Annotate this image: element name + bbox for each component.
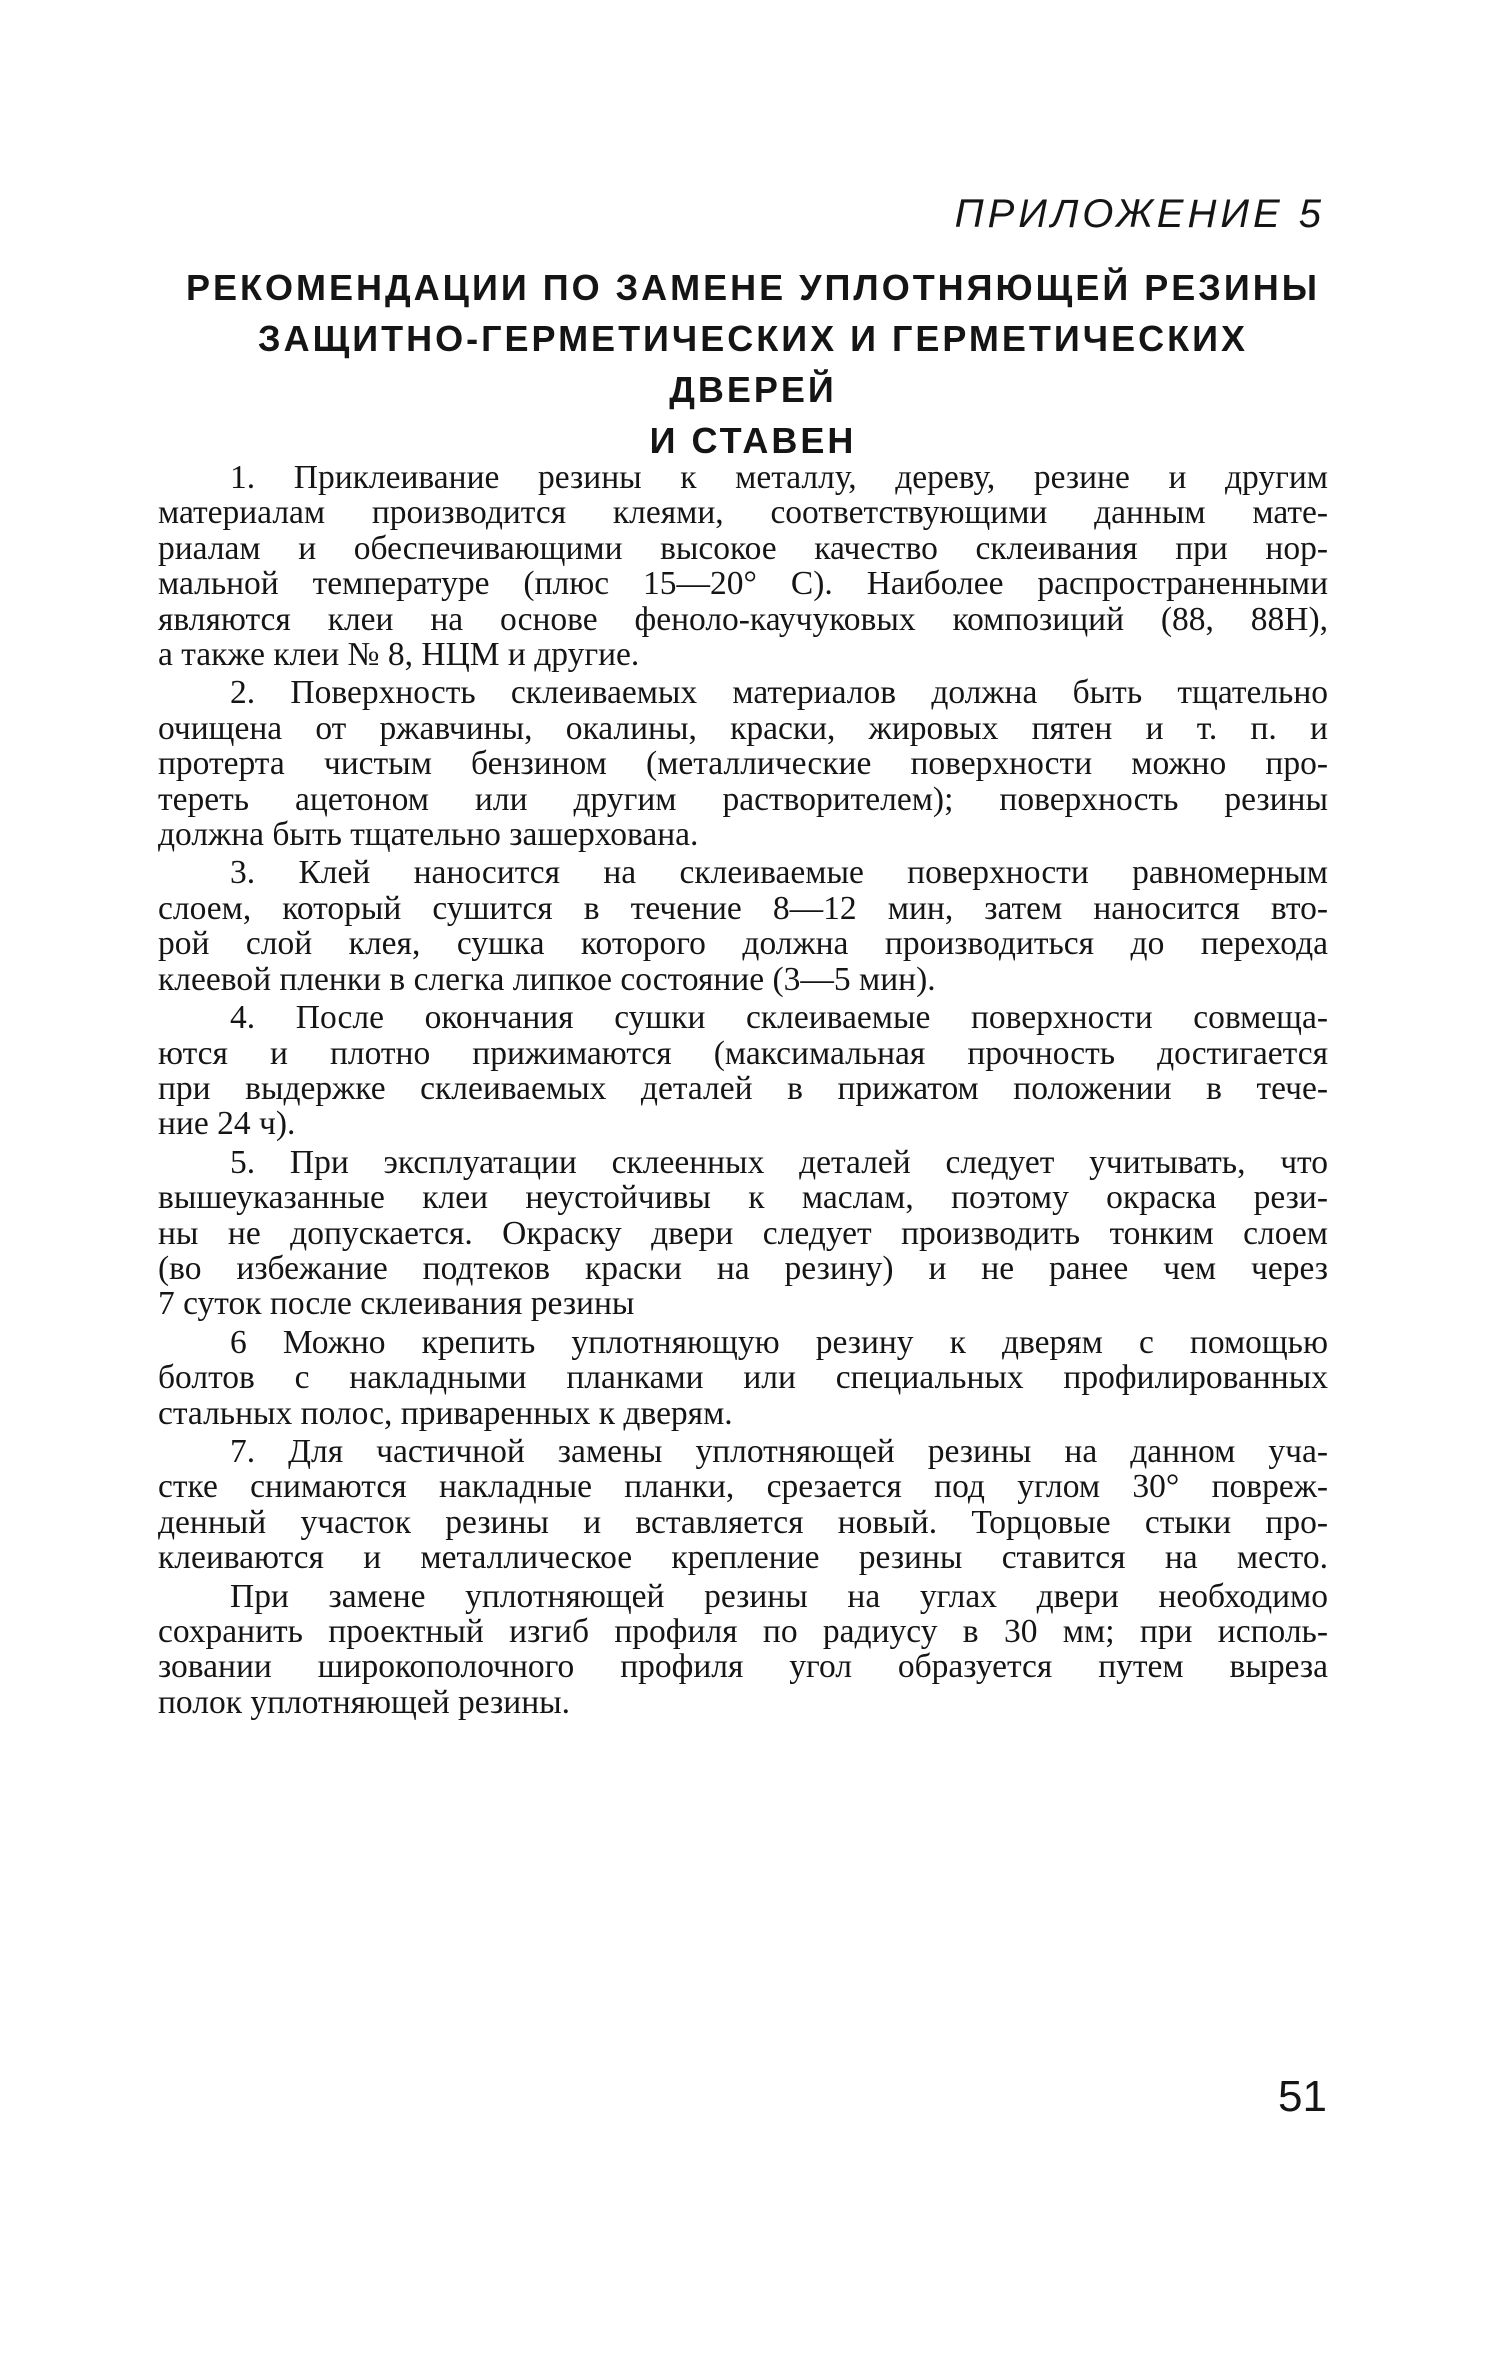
text-line: тереть ацетоном или другим растворителем); поверхность резины	[158, 780, 1328, 818]
text-line: материалам производится клеями, соответствующими данным мате-	[158, 494, 1328, 532]
text-line: 7. Для частичной замены уплотняющей резины на данном уча-	[230, 1432, 1328, 1470]
text-line: ние 24 ч).	[158, 1105, 296, 1143]
text-line: ются и плотно прижимаются (максимальная прочность достигается	[158, 1034, 1328, 1072]
text-line: 6 Можно крепить уплотняющую резину к дверям с помощью	[230, 1323, 1328, 1361]
text-line: 5. При эксплуатации склеенных деталей следует учитывать, что	[230, 1143, 1328, 1181]
text-line: 2. Поверхность склеиваемых материалов должна быть тщательно	[230, 674, 1328, 712]
text-line: болтов с накладными планками или специальных профилированных	[158, 1359, 1328, 1397]
text-line: риалам и обеспечивающими высокое качество склеивания при нор-	[158, 529, 1328, 567]
text-line: (во избежание подтеков краски на резину) и не ранее чем через	[158, 1249, 1328, 1287]
text-line: рой слой клея, сушка которого должна производиться до перехода	[158, 925, 1328, 963]
text-line: вышеуказанные клеи неустойчивы к маслам, поэтому окраска рези-	[158, 1179, 1328, 1217]
text-line: При замене уплотняющей резины на углах двери необходимо	[230, 1577, 1328, 1615]
text-line: при выдержке склеиваемых деталей в прижатом положении в тече-	[158, 1069, 1328, 1107]
text-line: 1. Приклеивание резины к металлу, дереву, резине и другим	[230, 459, 1328, 496]
text-line: мальной температуре (плюс 15—20° С). Наиболее распространенными	[158, 565, 1328, 603]
text-line: должна быть тщательно зашерхована.	[158, 816, 699, 854]
appendix-label: ПРИЛОЖЕНИЕ 5	[954, 192, 1325, 236]
paragraph-5	[158, 1145, 1328, 1322]
paragraph-1	[158, 460, 1328, 672]
title-line: И СТАВЕН	[649, 420, 857, 461]
paragraph-7	[158, 1434, 1328, 1576]
title-line: ЗАЩИТНО-ГЕРМЕТИЧЕСКИХ И ГЕРМЕТИЧЕСКИХ ДВЕРЕЙ	[258, 318, 1248, 410]
title-line: РЕКОМЕНДАЦИИ ПО ЗАМЕНЕ УПЛОТНЯЮЩЕЙ РЕЗИНЫ	[186, 267, 1320, 308]
paragraph-3	[158, 855, 1328, 997]
text-line: стке снимаются накладные планки, срезается под углом 30° повреж-	[158, 1468, 1328, 1506]
text-line: зовании широкополочного профиля угол образуется путем выреза	[158, 1648, 1328, 1686]
paragraph-6	[158, 1325, 1328, 1431]
text-line: клеиваются и металлическое крепление резины ставится на место.	[158, 1539, 1328, 1577]
document-body	[158, 460, 1328, 1723]
document-title	[178, 262, 1328, 466]
text-line: являются клеи на основе феноло-каучуковых композиций (88, 88Н),	[158, 600, 1328, 638]
text-line: очищена от ржавчины, окалины, краски, жировых пятен и т. п. и	[158, 709, 1328, 747]
text-line: 3. Клей наносится на склеиваемые поверхности равномерным	[230, 854, 1328, 892]
paragraph-2	[158, 675, 1328, 852]
text-line: стальных полос, приваренных к дверям.	[158, 1394, 733, 1432]
text-line: полок уплотняющей резины.	[158, 1683, 571, 1721]
paragraph-8	[158, 1579, 1328, 1721]
text-line: 4. После окончания сушки склеиваемые поверхности совмеща-	[230, 999, 1328, 1037]
text-line: ны не допускается. Окраску двери следует производить тонким слоем	[158, 1214, 1328, 1252]
text-line: слоем, который сушится в течение 8—12 мин, затем наносится вто-	[158, 889, 1328, 927]
text-line: 7 суток после склеивания резины	[158, 1285, 635, 1323]
text-line: клеевой пленки в слегка липкое состояние (3—5 мин).	[158, 960, 936, 998]
text-line: протерта чистым бензином (металлические поверхности можно про-	[158, 745, 1328, 783]
text-line: сохранить проектный изгиб профиля по радиусу в 30 мм; при исполь-	[158, 1613, 1328, 1650]
paragraph-4	[158, 1000, 1328, 1142]
page-number: 51	[1278, 2072, 1327, 2121]
text-line: денный участок резины и вставляется новый. Торцовые стыки про-	[158, 1503, 1328, 1541]
text-line: а также клеи № 8, НЦМ и другие.	[158, 636, 640, 674]
